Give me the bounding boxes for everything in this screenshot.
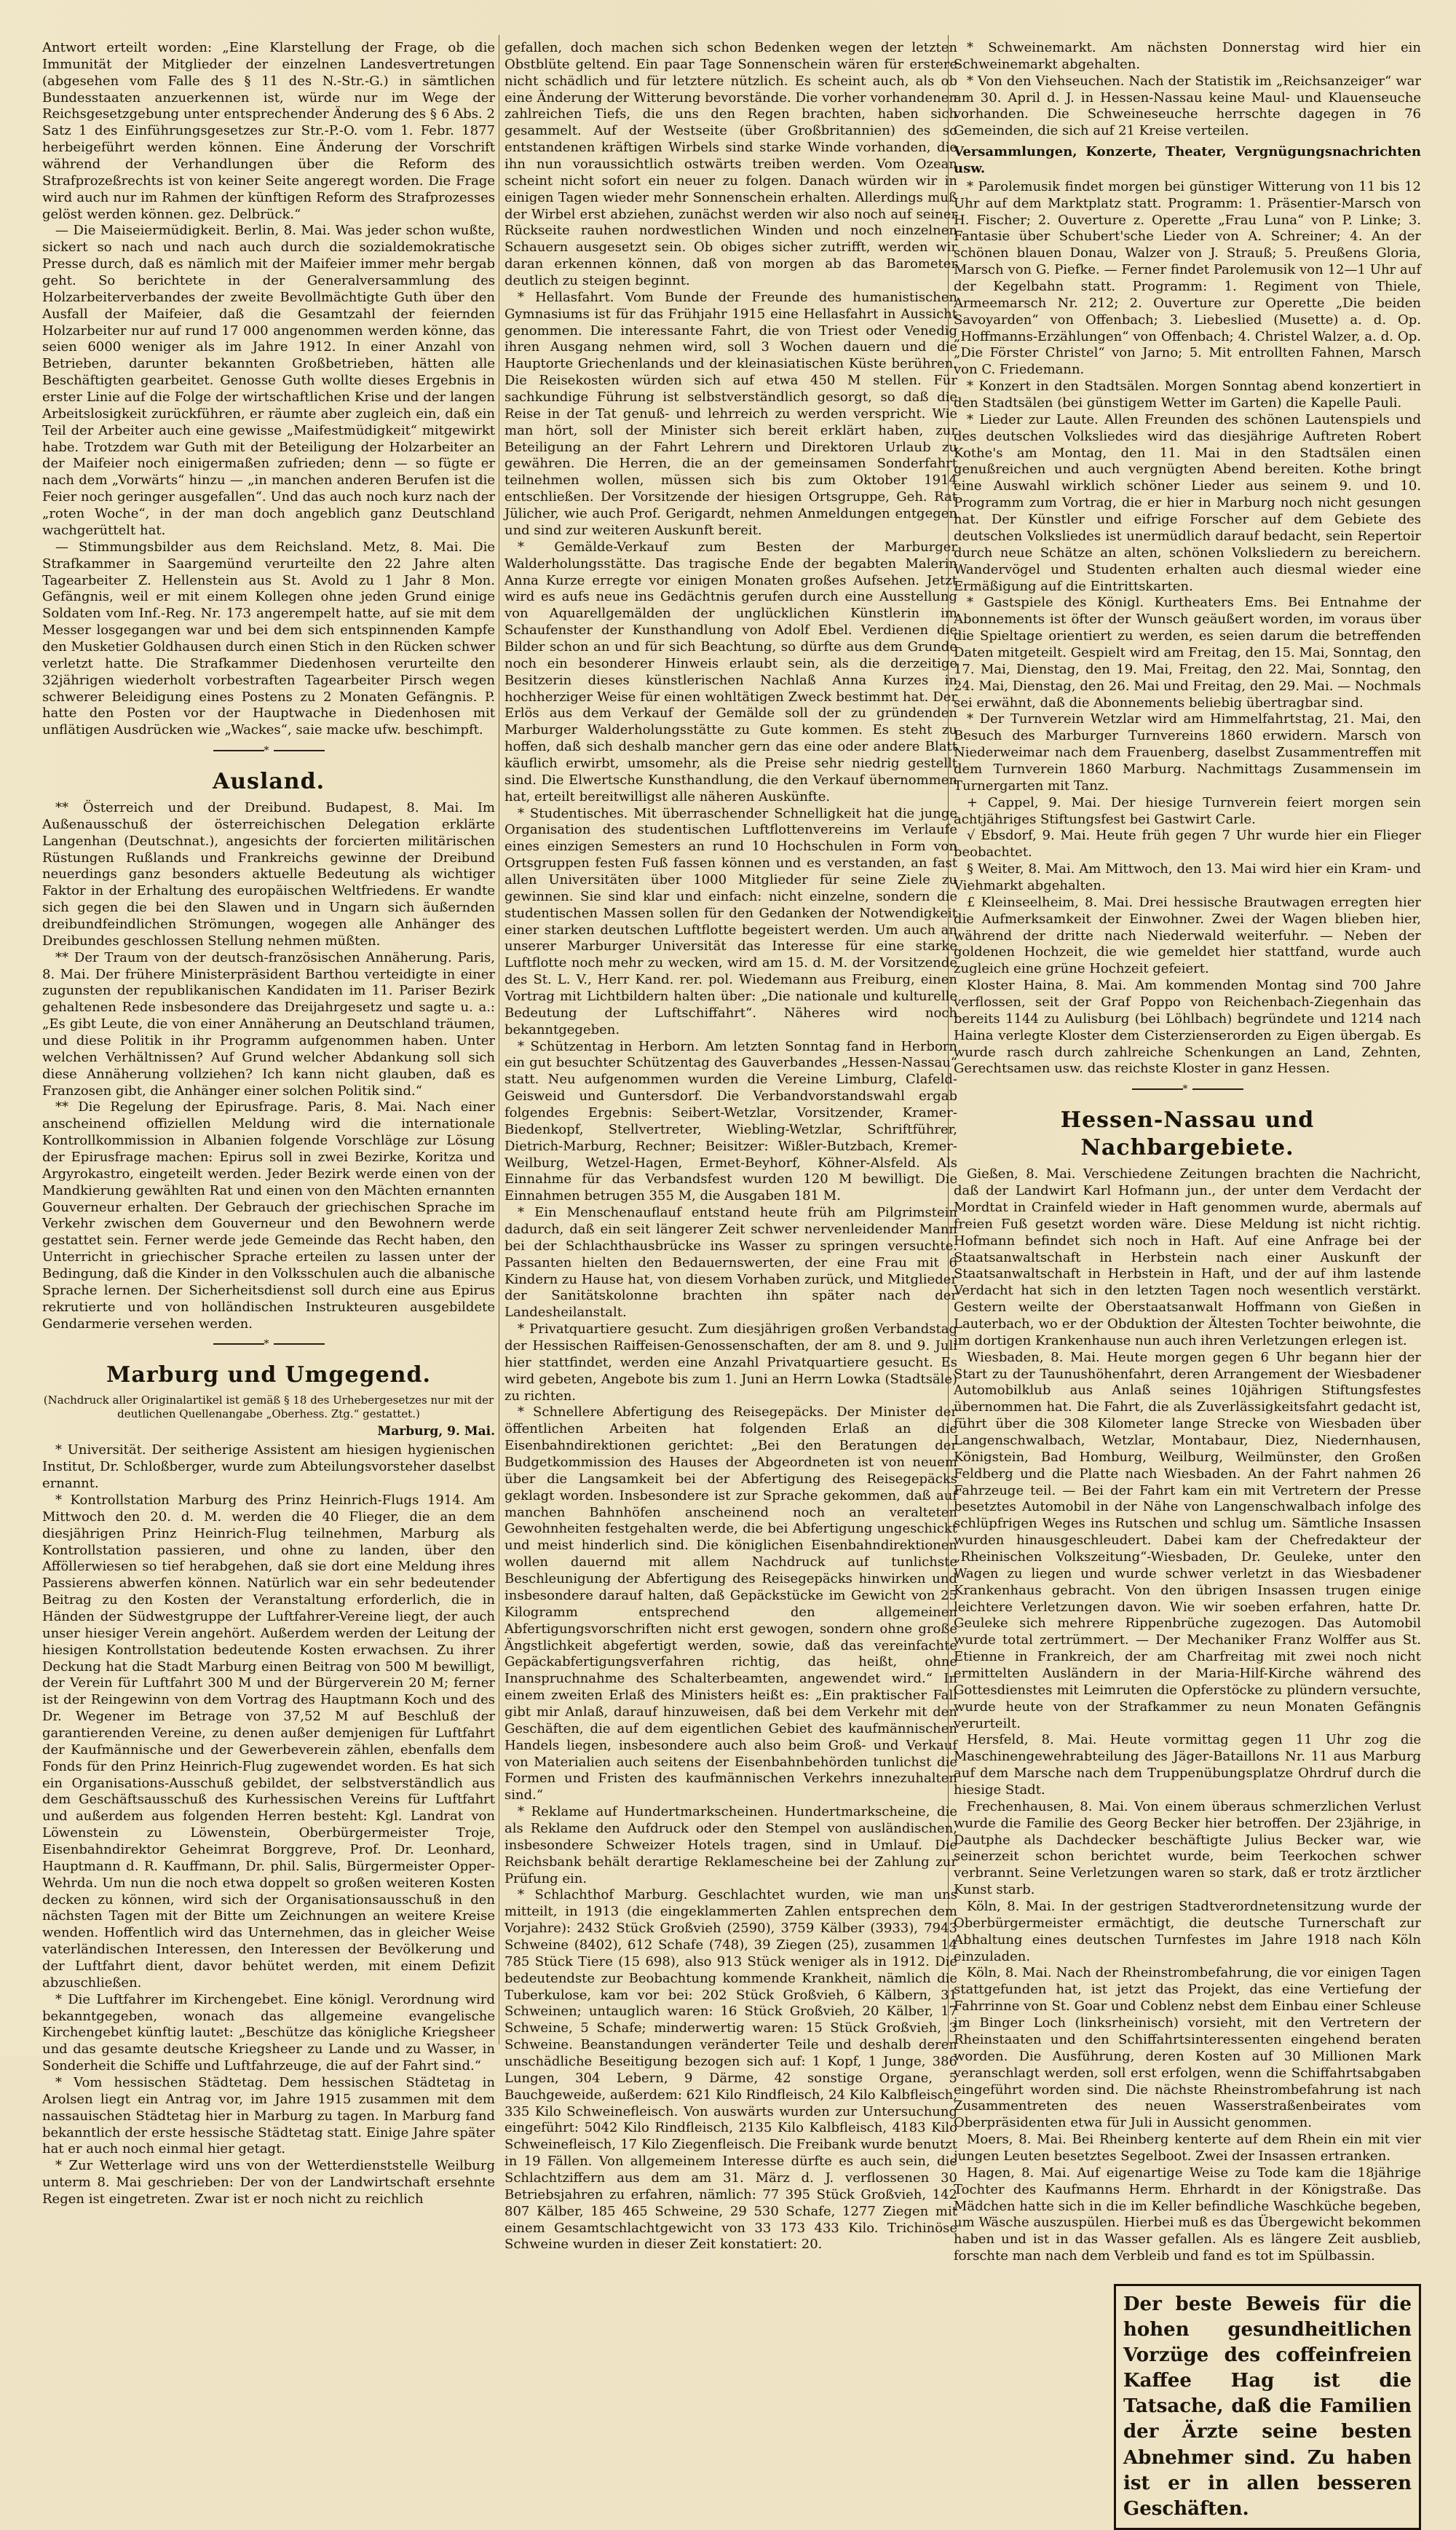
column-right: [954, 40, 1421, 2520]
article-reklame: * Reklame auf Hundertmarkscheinen. Hundertmarkscheine, die als Reklame den Aufdruck oder den Stempel von ausländischen, insbesondere Schweizer Hotels tragen, sind in Umlauf. Die Reichsbank behält derartige Reklamescheine bei der Zahlung zur Prüfung ein.: [505, 1804, 957, 1886]
article-reisegepaeck: * Schnellere Abfertigung des Reisegepäcks. Der Minister der öffentlichen Arbeiten hat folgenden Erlaß an die Eisenbahndirektionen gerichtet: „Bei den Beratungen der Budgetkommission des Hauses der Abgeordneten ist von neuem über die Langsamkeit bei der Abfertigung des Reisegepäcks geklagt worden. Insbesondere ist zur Sprache gekommen, daß auf manchen Bahnhöfen anscheinend noch an veralteten Gewohnheiten festgehalten werde, die bei Abfertigung ungeschickt und meist hinderlich sind. Die königlichen Eisenbahndirektionen wollen dauernd mit allem Nachdruck auf tunlichste Beschleunigung der Abfertigung des Reisegepäcks hinwirken und insbesondere darauf halten, daß Gepäckstücke im Gewicht von 25 Kilogramm entsprechend den allgemeinen Abfertigungsvorschriften nicht erst gewogen, sondern ohne große Ängstlichkeit abgefertigt werden, sowie, daß das vereinfachte Gepäckabfertigungsverfahren richtig, das heißt, ohne Inanspruchnahme des Schalterbeamten, angewendet wird.“ In einem zweiten Erlaß des Ministers heißt es: „Ein praktischer Fall gibt mir Anlaß, darauf hinzuweisen, daß bei dem Verkehr mit den Geschäften, die auf dem eigentlichen Gebiet des kaufmännischen Handels liegen, insbesondere auch also beim Groß- und Verkauf von Materialien auch seitens der Eisenbahnbehörden tunlichst die Formen und Fristen des kaufmännischen Verkehrs innezuhalten sind.“: [505, 1404, 957, 1803]
article-menschenauflauf: * Ein Menschenauflauf entstand heute früh am Pilgrimstein dadurch, daß ein seit längerer Zeit schwer nervenleidender Mann bei der Schlachthausbrücke ins Wasser zu springen versuchte. Passanten hielten den Bedauernswerten, der eine Frau mit 6 Kindern zu Hause hat, von diesem Vorhaben zurück, und Mitglieder der Sanitätskolonne brachten ihn später nach der Landesheilanstalt.: [505, 1205, 957, 1321]
article-hersfeld: Hersfeld, 8. Mai. Heute vormittag gegen 11 Uhr zog die Maschinengewehrabteilung des Jäger-Bataillons Nr. 11 aus Marburg auf dem Marsche nach dem Truppenübungsplatze Ohrdruf durch die hiesige Stadt.: [954, 1732, 1421, 1798]
subsection-heading: Versammlungen, Konzerte, Theater, Vergnügungsnachrichten usw.: [954, 144, 1421, 177]
dateline: Marburg, 9. Mai.: [377, 1423, 495, 1439]
divider: *: [42, 1338, 495, 1351]
article-ebsdorf: √ Ebsdorf, 9. Mai. Heute früh gegen 7 Uhr wurde hier ein Flieger beobachtet.: [954, 828, 1421, 861]
article-paragraph: Antwort erteilt worden: „Eine Klarstellung der Frage, ob die Immunität der Mitglieder der einzelnen Landesvertretungen (abgesehen vom Falle des § 11 des N.-Str.-G.) in sämtlichen Bundesstaaten anzuerkennen ist, würde nur im Wege der Reichsgesetzgebung unter entsprechender Änderung des § 6 Abs. 2 Satz 1 des Einführungsgesetzes zur Str.-P.-O. vom 1. Febr. 1877 herbeigeführt werden können. Eine Änderung der Vorschrift während der Verhandlungen über die Reform des Strafprozeßrechts ist von keiner Seite angeregt worden. Die Frage wird auch nur im Rahmen der künftigen Reform des Strafprozesses gelöst werden können. gez. Delbrück.“: [42, 40, 495, 222]
article-laute: * Lieder zur Laute. Allen Freunden des schönen Lautenspiels und des deutschen Volksliedes wird das diesjährige Auftreten Robert Kothe's am Montag, den 11. Mai in den Stadtsälen einen genußreichen und auch vergnügten Abend bereiten. Kothe bringt eine Auswahl wirklich schöner Lieder aus seinem 9. und 10. Programm zum Vortrag, die er hier in Marburg noch nicht gesungen hat. Der Künstler und eifrige Forscher auf dem Gebiete des deutschen Volksliedes ist unermüdlich darauf bedacht, sein Repertoir durch neue Schätze an alten, schönen Volksliedern zu bereichern. Wandervögel und Studenten erhalten auch diesmal wieder eine Ermäßigung auf die Eintrittskarten.: [954, 411, 1421, 594]
section-heading-ausland: Ausland.: [212, 768, 325, 794]
article-maifeier: — Die Maiseiermüdigkeit. Berlin, 8. Mai. Was jeder schon wußte, sickert so nach und nach auch durch die sozialdemokratische Presse durch, daß es nämlich mit der Maifeier immer mehr bergab geht. So berichtete in der Generalversammlung des Holzarbeiterverbandes der zweite Bevollmächtigte Guth über den Ausfall der Maifeier, daß die Gesamtzahl der feiernden Holzarbeiter nur auf rund 17 000 angenommen werden könne, das seien 6000 weniger als im Jahre 1912. In einer Anzahl von Betrieben, darunter bekannten Großbetrieben, hätten alle Beschäftigten gearbeitet. Genosse Guth wollte dieses Ergebnis in erster Linie auf die Folge der wirtschaftlichen Krise und der langen Arbeitslosigkeit zurückführen, er räumte aber zugleich ein, daß ein Teil der Arbeiter auch eine gewisse „Maifestmüdigkeit“ mitgewirkt habe. Trotzdem war Guth mit der Beteiligung der Holzarbeiter an der Maifeier noch einigermaßen zufrieden; denn — so fügte er nach dem „Vorwärts“ hinzu — „in manchen anderen Berufen ist die Feier noch geringer ausgefallen“. Und das auch noch kurz nach der „roten Woche“, in der man doch angeblich ganz Deutschland wachgerüttelt hat.: [42, 223, 495, 538]
article-parolemusik: * Parolemusik findet morgen bei günstiger Witterung von 11 bis 12 Uhr auf dem Marktplatz statt. Programm: 1. Präsentier-Marsch von H. Fischer; 2. Ouverture z. Operette „Frau Luna“ von P. Linke; 3. Fantasie über Schubert'sche Lieder von A. Schreiner; 4. An der schönen blauen Donau, Walzer von J. Strauß; 5. Preußens Gloria, Marsch von G. Piefke. — Ferner findet Parolemusik von 12—1 Uhr auf der Kegelbahn statt. Programm: 1. Regiment von Thiele, Armeemarsch Nr. 212; 2. Ouverture zur Operette „Die beiden Savoyarden“ von Offenbach; 3. Liebeslied (Musette) a. d. Op. „Hoffmanns-Erzählungen“ von Offenbach; 4. Christel Walzer, a. d. Op. „Die Förster Christel“ von Jarno; 5. Mit entrollten Fahnen, Marsch von C. Friedemann.: [954, 178, 1421, 378]
article-turnverein: * Der Turnverein Wetzlar wird am Himmelfahrtstag, 21. Mai, den Besuch des Marburger Turnvereins 1860 erwidern. Marsch von Niederweimar nach dem Frauenberg, daselbst Zusammentreffen mit dem Turnverein 1860 Marburg. Nachmittags Zusammensein im Turnergarten mit Tanz.: [954, 711, 1421, 794]
article-kontrollstation: * Kontrollstation Marburg des Prinz Heinrich-Flugs 1914. Am Mittwoch den 20. d. M. werden die 40 Flieger, die an dem diesjährigen Prinz Heinrich-Flug teilnehmen, Marburg als Kontrollstation passieren, und ohne zu landen, über den Afföllerwiesen so tief herabgehen, daß sie dort eine Meldung ihres Passierens abwerfen können. Natürlich war ein sehr bedeutender Beitrag zu den Kosten der Veranstaltung erforderlich, die in Händen der Südwestgruppe der Luftfahrer-Vereine liegt, der auch unser hiesiger Verein angehört. Außerdem werden der Leitung der hiesigen Kontrollstation bedeutende Kosten erwachsen. Zu ihrer Deckung hat die Stadt Marburg einen Beitrag von 500 M bewilligt, der Verein für Luftfahrt 300 M und der Bürgerverein 20 M; ferner ist der Reingewinn von dem Vortrag des Hauptmann Koch und des Dr. Wegener im Betrage von 37,52 M auf Beschluß der garantierenden Vereine, zu denen außer demjenigen für Luftfahrt der Kaufmännische und der Gewerbeverein zählen, ebenfalls dem Fonds für den Prinz Heinrich-Flug zugewendet worden. Es hat sich ein Organisations-Ausschuß gebildet, der selbstverständlich aus dem Geschäftsausschuß des Kurhessischen Vereins für Luftfahrt und außerdem aus folgenden Herren besteht: Kgl. Landrat von Löwenstein zu Löwenstein, Oberbürgermeister Troje, Eisenbahndirektor Geheimrat Borggreve, Prof. Dr. Leonhard, Hauptmann d. R. Kauffmann, Dr. phil. Salis, Bürgermeister Opper-Wehrda. Um nun die noch etwa doppelt so großen weiteren Kosten decken zu können, wird sich der Organisationsausschuß in den nächsten Tagen mit der Bitte um Zeichnungen an weitere Kreise wenden. Hoffentlich wird das Unternehmen, das in gleicher Weise vaterländischen Interessen, den Interessen der Bevölkerung und der Luftfahrt dient, davor behütet werden, mit einem Defizit abzuschließen.: [42, 1492, 495, 1991]
divider: *: [42, 745, 495, 758]
article-dreibund: ** Österreich und der Dreibund. Budapest, 8. Mai. Im Außenausschuß der österreichischen Delegation erklärte Langenhan (Deutschnat.), angesichts der forcierten militärischen Rüstungen Rußlands und Frankreichs gewinne der Dreibund neuerdings ganz besonders aktuelle Bedeutung als wichtiger Faktor in der Erhaltung des europäischen Weltfriedens. Er wandte sich gegen die bei den Slawen und in Ungarn sich äußernden dreibundfeindlichen Strömungen, wogegen alle Anhänger des Dreibundes geschlossen Stellung nehmen müßten.: [42, 799, 495, 949]
article-kurtheater: * Gastspiele des Königl. Kurtheaters Ems. Bei Entnahme der Abonnements ist öfter der Wunsch geäußert worden, im voraus über die Spieltage orientiert zu werden, es seien darum die betreffenden Daten mitgeteilt. Gespielt wird am Freitag, den 15. Mai, Sonntag, den 17. Mai, Dienstag, den 19. Mai, Freitag, den 22. Mai, Sonntag, den 24. Mai, Dienstag, den 26. Mai und Freitag, den 29. Mai. — Nochmals sei erwähnt, daß die Abonnements beliebig übertragbar sind.: [954, 595, 1421, 711]
article-kirchengebet: * Die Luftfahrer im Kirchengebet. Eine königl. Verordnung wird bekanntgegeben, wonach das allgemeine evangelische Kirchengebet künftig lautet: „Beschütze das königliche Kriegsheer und das gesamte deutsche Kriegsheer zu Lande und zu Wasser, in Sonderheit die Schiffe und Luftfahrzeuge, die auf der Fahrt sind.“: [42, 1991, 495, 2074]
article-gemaelde: * Gemälde-Verkauf zum Besten der Marburger Walderholungsstätte. Das tragische Ende der begabten Malerin Anna Kurze erregte vor einigen Monaten großes Aufsehen. Jetzt wird es aufs neue ins Gedächtnis gerufen durch eine Ausstellung von Aquarellgemälden der unglücklichen Künstlerin im Schaufenster der Kunsthandlung von Adolf Ebel. Verdienen die Bilder schon an und für sich Beachtung, so dürfte aus dem Grunde noch ein besonderer Hinweis erlaubt sein, als die derzeitige Besitzerin dieses künstlerischen Nachlaß Anna Kurzes in hochherziger Weise für einen wohltätigen Zweck bestimmt hat. Der Erlös aus dem Verkauf der Gemälde soll der zu gründenden Marburger Walderholungsstätte zu Gute kommen. Es steht zu hoffen, daß sich deshalb mancher gern das eine oder andere Blatt käuflich erwirbt, umsomehr, als die Preise sehr niedrig gestellt sind. Die Elwertsche Kunsthandlung, die den Verkauf übernommen hat, erteilt bereitwilligst alle näheren Auskünfte.: [505, 539, 957, 805]
column-left: [42, 40, 495, 2207]
article-studentisches: * Studentisches. Mit überraschender Schnelligkeit hat die junge Organisation des studentischen Luftflottenvereins im Verlaufe eines einzigen Semesters an rund 10 Hochschulen in Form von Ortsgruppen festen Fuß fassen können und es verstanden, an fast allen Universitäten über 1000 Mitglieder für seine Ziele zu gewinnen. Sie sind klar und einfach: nicht einzelne, sondern die studentischen Massen sollen für den Gedanken der Notwendigkeit einer starken deutschen Luftflotte begeistert werden. Um auch an unserer Marburger Universität das Interesse für eine starke Luftflotte noch mehr zu wecken, wird am 15. d. M. der Vorsitzende des St. L. V., Herr Kand. rer. pol. Wiedemann aus Freiburg, einen Vortrag mit Lichtbildern halten über: „Die nationale und kulturelle Bedeutung der Luftschiffahrt“. Näheres wird noch bekanntgegeben.: [505, 805, 957, 1037]
divider: *: [954, 1083, 1421, 1096]
article-schuetzentag: * Schützentag in Herborn. Am letzten Sonntag fand in Herborn ein gut besuchter Schützentag des Gauverbandes „Hessen-Nassau“ statt. Neu aufgenommen wurden die Vereine Limburg, Clafeld-Geisweid und Guntersdorf. Die Verbandvorstandswahl ergab folgendes Ergebnis: Seibert-Wetzlar, Vorsitzender, Kramer-Biedenkopf, Stellvertreter, Wiebling-Wetzlar, Schriftführer, Dietrich-Marburg, Rechner; Beisitzer: Wißler-Butzbach, Kremer-Weilburg, Wetzel-Hagen, Ermet-Beyhorf, Köhner-Alsfeld. Als Einnahme für das Verbandsfest wurden 120 M bewilligt. Die Einnahmen betrugen 355 M, die Ausgaben 181 M.: [505, 1038, 957, 1204]
article-universitaet: * Universität. Der seitherige Assistent am hiesigen hygienischen Institut, Dr. Schloßberger, wurde zum Abteilungsvorsteher daselbst ernannt.: [42, 1442, 495, 1492]
article-hagen: Hagen, 8. Mai. Auf eigenartige Weise zu Tode kam die 18jährige Tochter des Kaufmanns Herm. Ehrhardt in der Königstraße. Das Mädchen hatte sich in die im Keller befindliche Waschküche begeben, um Wäsche auszuspülen. Hierbei muß es das Übergewicht bekommen haben und ist in das Wasser gefallen. Als es längere Zeit ausblieb, forschte man nach dem Verbleib und fand es tot im Spülbassin.: [954, 2165, 1421, 2264]
article-staedtetag: * Vom hessischen Städtetag. Dem hessischen Städtetag in Arolsen liegt ein Antrag vor, im Jahre 1915 zusammen mit dem nassauischen Städtetag hier in Marburg zu tagen. In Marburg fand bekanntlich der erste hessische Städtetag statt. Einige Jahre später hat er auch noch einmal hier getagt.: [42, 2075, 495, 2157]
article-viehseuchen: * Von den Viehseuchen. Nach der Statistik im „Reichsanzeiger“ war am 30. April d. J. in Hessen-Nassau keine Maul- und Klauenseuche vorhanden. Die Schweineseuche herrschte dagegen in 76 Gemeinden, die sich auf 21 Kreise verteilen.: [954, 73, 1421, 139]
section-heading-marburg: Marburg und Umgegend.: [106, 1362, 431, 1388]
article-frechenhausen: Frechenhausen, 8. Mai. Von einem überaus schmerzlichen Verlust wurde die Familie des Georg Becker hier betroffen. Der 23jährige, in Dautphe als Dachdecker beschäftigte Julius Becker war, wie seinerzeit schon berichtet wurde, beim Teerkochen schwer verbrannt. Seine Verletzungen waren so stark, daß er trotz ärztlicher Kunst starb.: [954, 1798, 1421, 1898]
article-haina: Kloster Haina, 8. Mai. Am kommenden Montag sind 700 Jahre verflossen, seit der Graf Poppo von Reichenbach-Ziegenhain das bereits 1144 zu Aulisburg (bei Löhlbach) begründete und 1214 nach Haina verlegte Kloster dem Cisterzienserorden zu Eigen übergab. Es wurde rasch durch zahlreiche Schenkungen an Land, Zehnten, Gerechtsamen usw. das reichste Kloster in ganz Hessen.: [954, 978, 1421, 1077]
article-schlachthof: * Schlachthof Marburg. Geschlachtet wurden, wie man uns mitteilt, in 1913 (die eingeklammerten Zahlen entsprechen dem Vorjahre): 2432 Stück Großvieh (2590), 3759 Kälber (3933), 7943 Schweine (8402), 612 Schafe (748), 39 Ziegen (25), zusammen 14 785 Stück Tiere (15 698), also 913 Stück weniger als in 1912. Die bedeutendste zur Beobachtung kommende Krankheit, nämlich die Tuberkulose, kam vor bei: 202 Stück Großvieh, 6 Kälbern, 31 Schweinen; untauglich waren: 16 Stück Großvieh, 20 Kälber, 17 Schweine, 5 Schafe; minderwertig waren: 15 Stück Großvieh, 3 Schweine. Beanstandungen veränderter Teile und deshalb deren unschädliche Beseitigung bezogen sich auf: 1 Kopf, 1 Junge, 386 Lungen, 304 Lebern, 9 Därme, 42 sonstige Organe, 5 Bauchgeweide, außerdem: 621 Kilo Rindfleisch, 24 Kilo Kalbfleisch, 335 Kilo Schweinefleisch. Von auswärts wurden zur Untersuchung eingeführt: 5042 Kilo Rindfleisch, 2135 Kilo Kalbfleisch, 4183 Kilo Schweinefleisch, 17 Kilo Ziegenfleisch. Die Freibank wurde benutzt in 19 Fällen. Von allgemeinem Interesse dürfte es auch sein, die Schlachtziffern aus dem am 31. März d. J. verflossenen 30 Betriebsjahren zu erfahren, nämlich: 77 395 Stück Großvieh, 142 807 Kälber, 185 465 Schweine, 29 530 Schafe, 1277 Ziegen mit einem Gesamtschlachtgewicht von 33 173 433 Kilo. Trichinöse Schweine wurden in dieser Zeit konstatiert: 20.: [505, 1887, 957, 2253]
article-cappel: + Cappel, 9. Mai. Der hiesige Turnverein feiert morgen sein achtjähriges Stiftungsfest bei Gastwirt Carle.: [954, 794, 1421, 827]
section-heading-hessen: Hessen-Nassau und Nachbargebiete.: [1060, 1107, 1315, 1161]
article-wetterlage: * Zur Wetterlage wird uns von der Wetterdienststelle Weilburg unterm 8. Mai geschrieben: Der von der Landwirtschaft ersehnte Regen ist eingetreten. Zwar ist er noch nicht zu reichlich: [42, 2158, 495, 2207]
article-giessen: Gießen, 8. Mai. Verschiedene Zeitungen brachten die Nachricht, daß der Landwirt Karl Hofmann jun., der unter dem Verdacht der Mordtat in Crainfeld wieder in Haft genommen wurde, abermals auf freien Fuß gesetzt worden wäre. Diese Meldung ist nicht richtig. Hofmann befindet sich noch in Haft. Auf eine Anfrage bei der Staatsanwaltschaft in Herbstein nach einer Auskunft der Staatsanwaltschaft in Herbstein in Haft, und der auf ihm lastende Verdacht hat sich in den letzten Tagen noch wesentlich verstärkt. Gestern weilte der Oberstaatsanwalt Hoffmann von Gießen in Lauterbach, wo er der Obduktion der Ältesten Tochter beiwohnte, die im dortigen Krankenhause nun auch ihren Verletzungen erlegen ist.: [954, 1166, 1421, 1348]
article-privatquartiere: * Privatquartiere gesucht. Zum diesjährigen großen Verbandstag der Hessischen Raiffeisen-Genossenschaften, der am 8. und 9. Juli hier stattfindet, werden eine Anzahl Privatquartiere gesucht. Es wird gebeten, Angebote bis zum 1. Juni an Herrn Lowka (Stadtsäle) zu richten.: [505, 1321, 957, 1404]
article-wiesbaden: Wiesbaden, 8. Mai. Heute morgen gegen 6 Uhr begann hier der Start zu der Taunushöhenfahrt, deren Arrangement der Wiesbadener Automobilklub aus Anlaß seines 10jährigen Stiftungsfestes übernommen hat. Die Fahrt, die als Zuverlässigkeitsfahrt gedacht ist, führt über die 308 Kilometer lange Strecke von Wiesbaden über Langenschwalbach, Wetzlar, Montabaur, Diez, Niedernhausen, Königstein, Bad Homburg, Weilburg, Weilmünster, den Großen Feldberg und die Platte nach Wiesbaden. An der Fahrt nahmen 26 Fahrzeuge teil. — Bei der Fahrt kam ein mit Vertretern der Presse besetztes Automobil in der Nähe von Langenschwalbach infolge des schlüpfrigen Weges ins Rutschen und schlug um. Sämtliche Insassen wurden hinausgeschleudert. Dabei kam der Chefredakteur der „Rheinischen Volkszeitung“-Wiesbaden, Dr. Geuleke, unter den Wagen zu liegen und wurde schwer verletzt in das Wiesbadener Krankenhaus gebracht. Von den übrigen Insassen trugen einige leichtere Verletzungen davon. Wie wir soeben erfahren, hatte Dr. Geuleke sich mehrere Rippenbrüche zugezogen. Das Automobil wurde total zertrümmert. — Der Mechaniker Franz Wolffer aus St. Etienne in Frankreich, der am Charfreitag mit zwei noch nicht ermittelten Ausländern in der Maria-Hilf-Kirche während des Gottesdienstes mit Leimruten die Opferstöcke zu plündern versuchte, wurde heute von der Strafkammer zu neun Monaten Gefängnis verurteilt.: [954, 1349, 1421, 1731]
article-konzert: * Konzert in den Stadtsälen. Morgen Sonntag abend konzertiert in den Stadtsälen (bei günstigem Wetter im Garten) die Kapelle Pauli.: [954, 379, 1421, 411]
article-wetter: § Weiter, 8. Mai. Am Mittwoch, den 13. Mai wird hier ein Kram- und Viehmarkt abgehalten.: [954, 861, 1421, 893]
article-epirus: ** Die Regelung der Epirusfrage. Paris, 8. Mai. Nach einer anscheinend offiziellen Meldung wird die internationale Kontrollkommission in Albanien folgende Vorschläge zur Lösung der Epirusfrage machen: Epirus soll in zwei Bezirke, Koritza und Argyrokastro, eingeteilt werden. Jeder Bezirk werde einen von der Mandkierung gewählten Rat und einen von den Mächten ernannten Gouverneur erhalten. Der Gebrauch der griechischen Sprache im Verkehr zwischen dem Gouverneur und den Bewohnern werde gestattet sein. Ferner werde jede Gemeinde das Recht haben, den Unterricht in griechischer Sprache erteilen zu lassen unter der Bedingung, daß die Kinder in den Volksschulen auch die albanische Sprache lernen. Der Sicherheitsdienst soll durch eine aus Epirus rekrutierte und von holländischen Instrukteuren ausgebildete Gendarmerie versehen werden.: [42, 1099, 495, 1332]
article-koeln-rhein: Köln, 8. Mai. Nach der Rheinstrombefahrung, die vor einigen Tagen stattgefunden hat, ist jetzt das Projekt, das eine Vertiefung der Fahrrinne von St. Goar und Coblenz nebst dem Einbau einer Schleuse im Binger Loch (linksrheinisch) vorsieht, mit den Vertretern der Rheinstaaten und den Schiffahrtsinteressenten eingehend beraten worden. Die Ausführung, deren Kosten auf 30 Millionen Mark veranschlagt werden, soll erst erfolgen, wenn die Schiffahrtsabgaben eingeführt worden sind. Die nächste Rheinstrombefahrung ist nach Zusammentreten des neuen Wasserstraßenbeirates vom Oberpräsidenten etwa für Juli in Aussicht genommen.: [954, 1965, 1421, 2131]
article-koeln-turnfest: Köln, 8. Mai. In der gestrigen Stadtverordnetensitzung wurde der Oberbürgermeister ermächtigt, die deutsche Turnerschaft zur Abhaltung eines deutschen Turnfestes im Jahre 1918 nach Köln einzuladen.: [954, 1899, 1421, 1964]
article-hellasfahrt: * Hellasfahrt. Vom Bunde der Freunde des humanistischen Gymnasiums ist für das Frühjahr 1915 eine Hellasfahrt in Aussicht genommen. Die interessante Fahrt, die von Triest oder Venedig ihren Ausgang nehmen wird, soll 3 Wochen dauern und die Hauptorte Griechenlands und der kleinasiatischen Küste berühren. Die Reisekosten würden sich auf etwa 450 M stellen. Für sachkundige Führung ist selbstverständlich gesorgt, so daß die Reise in der Tat genuß- und lehrreich zu werden verspricht. Wie man hört, soll der Minister sich bereit erklärt haben, zur Beteiligung an der Fahrt Lehrern und Direktoren Urlaub zu gewähren. Die Herren, die an der gemeinsamen Sonderfahrt teilnehmen wollen, müssen sich bis zum Oktober 1914 entschließen. Der Vorsitzende der hiesigen Ortsgruppe, Geh. Rat Jülicher, wie auch Prof. Gerigardt, nehmen Anmeldungen entgegen und sind zur weiteren Auskunft bereit.: [505, 289, 957, 538]
article-kleinseelheim: £ Kleinseelheim, 8. Mai. Drei hessische Brautwagen erregten hier die Aufmerksamkeit der Einwohner. Zwei der Wagen blieben hier, während der dritte nach Niederwald weiterfuhr. — Neben der goldenen Hochzeit, die wie gemeldet hier stattfand, wurde auch zugleich eine grüne Hochzeit gefeiert.: [954, 894, 1421, 977]
article-reichsland: — Stimmungsbilder aus dem Reichsland. Metz, 8. Mai. Die Strafkammer in Saargemünd verurteilte den 22 Jahre alten Tagearbeiter Z. Hellenstein aus St. Avold zu 1 Jahr 8 Mon. Gefängnis, weil er mit einem Kollegen ohne jeden Grund einige Soldaten vom Inf.-Reg. Nr. 173 angerempelt hatte, auf sie mit dem Messer losgegangen war und bei dem sich entspinnenden Kampfe den Musketier Goldhausen durch einen Stich in den Rücken schwer verletzt hatte. Die Strafkammer Diedenhosen verurteilte den 32jährigen wiederholt vorbestraften Tagearbeiter Pirsch wegen schwerer Beleidigung eines Postens zu 2 Monaten Gefängnis. P. hatte den Posten vor der Hauptwache in Diedenhosen mit unflätigen Ausdrücken wie „Wackes“, saie macke ufw. beschimpft.: [42, 539, 495, 738]
section-copyright-note: (Nachdruck aller Originalartikel ist gemäß § 18 des Urhebergesetzes nur mit der deutlichen Quellenangabe „Oberhess. Ztg.“ gestattet.): [43, 1394, 494, 1421]
column-middle: [505, 40, 957, 2253]
article-moers: Moers, 8. Mai. Bei Rheinberg kenterte auf dem Rhein ein mit vier jungen Leuten besetztes Segelboot. Zwei der Insassen ertranken.: [954, 2132, 1421, 2164]
article-annaeherung: ** Der Traum von der deutsch-französischen Annäherung. Paris, 8. Mai. Der frühere Ministerpräsident Barthou verteidigte in einer zugunsten der republikanischen Kandidaten im 11. Pariser Bezirk gehaltenen Rede insbesondere das Dreijahrgesetz und sagte u. a.: „Es gibt Leute, die von einer Annäherung an Deutschland träumen, und diese Politik in ihr Programm aufgenommen haben. Unter welchen Verhältnissen? Auf Grund welcher Abdankung soll sich diese Annäherung vollziehen? Ich kann nicht glauben, daß es Franzosen gibt, die Anhänger einer solchen Politik sind.“: [42, 949, 495, 1099]
article-paragraph: gefallen, doch machen sich schon Bedenken wegen der letzten Obstblüte geltend. Ein paar Tage Sonnenschein wären für erstere nicht schädlich und für letztere nützlich. Es scheint auch, als ob eine Änderung der Witterung bevorstände. Die vorher vorhandenen zahlreichen Tiefs, die uns den Regen brachten, haben sich gesammelt. Auf der Westseite (über Großbritannien) des so entstandenen kräftigen Wirbels sind starke Winde vorhanden, die ihn nun voraussichtlich ostwärts treiben werden. Vom Ozean scheint nicht sofort ein neuer zu folgen. Danach würden wir in einigen Tagen wieder mehr Sonnenschein erhalten. Allerdings muß der Wirbel erst abziehen, zunächst werden wir also noch auf seiner Rückseite rauhen nordwestlichen Winden und noch einzelnen Schauern ausgesetzt sein. Ob obiges sicher zutrifft, werden wir daran erkennen können, daß von morgen ab das Barometer deutlich zu steigen beginnt.: [505, 40, 957, 289]
article-schweinemarkt: * Schweinemarkt. Am nächsten Donnerstag wird hier ein Schweinemarkt abgehalten.: [954, 40, 1421, 72]
advertisement-kaffee-hag: Der beste Beweis für die hohen gesundheitlichen Vorzüge des coffeinfreien Kaffee Hag ist die Tatsache, daß die Familien der Ärzte seine besten Abnehmer sind. Zu haben ist er in allen besseren Geschäften.: [1114, 2284, 1421, 2530]
